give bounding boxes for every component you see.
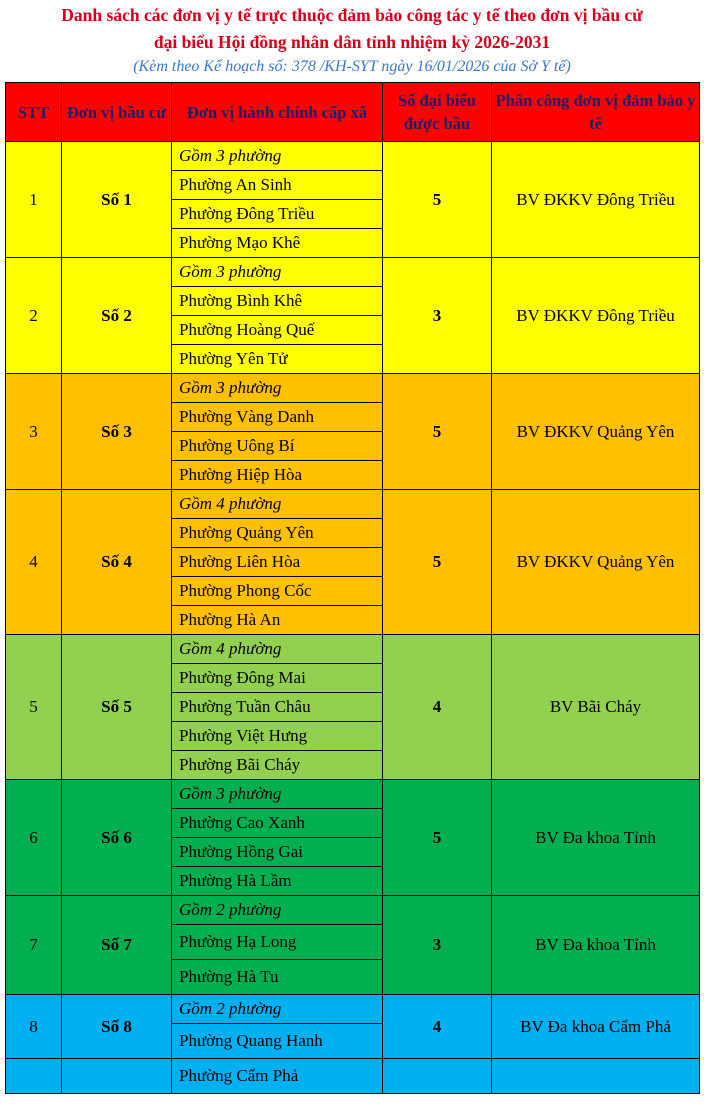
- ward-cell: Phường Hà Lầm: [172, 867, 383, 896]
- stt-cell: 8: [6, 995, 62, 1059]
- ward-cell: Phường Bình Khê: [172, 287, 383, 316]
- election-unit-cell: Số 5: [62, 635, 172, 780]
- ward-cell: Phường Bãi Cháy: [172, 751, 383, 780]
- stt-cell: 6: [6, 780, 62, 896]
- table-row: [6, 896, 700, 925]
- election-health-table: [5, 82, 700, 1094]
- delegates-cell: 3: [383, 896, 492, 995]
- table-row: [6, 1059, 700, 1094]
- ward-cell: Phường Liên Hòa: [172, 548, 383, 577]
- ward-group-cell: Gồm 2 phường: [172, 995, 383, 1024]
- header-delegates: Số đại biểu được bầu: [383, 83, 492, 142]
- ward-cell: Phường Hà An: [172, 606, 383, 635]
- ward-cell: Phường Cao Xanh: [172, 809, 383, 838]
- table-header-row: [6, 83, 700, 142]
- ward-cell: Phường Uông Bí: [172, 432, 383, 461]
- election-unit-cell: Số 8: [62, 995, 172, 1059]
- ward-cell: Phường Hiệp Hòa: [172, 461, 383, 490]
- stt-cell: 5: [6, 635, 62, 780]
- ward-cell: Phường Cẩm Phả: [172, 1059, 383, 1094]
- header-admin-unit: Đơn vị hành chính cấp xã: [172, 83, 383, 142]
- election-unit-cell: Số 2: [62, 258, 172, 374]
- stt-cell: 1: [6, 142, 62, 258]
- hospital-cell: BV Bãi Cháy: [492, 635, 700, 780]
- election-unit-cell: [62, 1059, 172, 1094]
- ward-cell: Phường Đông Triều: [172, 200, 383, 229]
- stt-cell: 2: [6, 258, 62, 374]
- election-unit-cell: Số 4: [62, 490, 172, 635]
- ward-cell: Phường Hà Tu: [172, 960, 383, 995]
- delegates-cell: 4: [383, 635, 492, 780]
- ward-cell: Phường An Sinh: [172, 171, 383, 200]
- ward-cell: Phường Việt Hưng: [172, 722, 383, 751]
- ward-cell: Phường Mạo Khê: [172, 229, 383, 258]
- hospital-cell: [492, 1059, 700, 1094]
- ward-cell: Phường Hoàng Quế: [172, 316, 383, 345]
- document-title-line-1: Danh sách các đơn vị y tế trực thuộc đảm bảo công tác y tế theo đơn vị bầu cử: [61, 5, 643, 25]
- ward-cell: Phường Yên Tử: [172, 345, 383, 374]
- table-row: [6, 490, 700, 519]
- hospital-cell: BV Đa khoa Tỉnh: [492, 896, 700, 995]
- ward-group-cell: Gồm 3 phường: [172, 374, 383, 403]
- table-row: [6, 142, 700, 171]
- hospital-cell: BV ĐKKV Quảng Yên: [492, 374, 700, 490]
- table-row: [6, 258, 700, 287]
- delegates-cell: 3: [383, 258, 492, 374]
- header-election-unit: Đơn vị bầu cử: [62, 83, 172, 142]
- document-subtitle: (Kèm theo Kế hoạch số: 378 /KH-SYT ngày 16/01/2026 của Sở Y tế): [133, 58, 571, 75]
- ward-group-cell: Gồm 4 phường: [172, 635, 383, 664]
- ward-group-cell: Gồm 3 phường: [172, 142, 383, 171]
- election-unit-cell: Số 1: [62, 142, 172, 258]
- hospital-cell: BV ĐKKV Đông Triều: [492, 142, 700, 258]
- ward-cell: Phường Tuần Châu: [172, 693, 383, 722]
- hospital-cell: BV Đa khoa Tỉnh: [492, 780, 700, 896]
- header-health-unit: Phân công đơn vị đảm bảo y tế: [492, 83, 700, 142]
- ward-cell: Phường Phong Cốc: [172, 577, 383, 606]
- delegates-cell: 4: [383, 995, 492, 1059]
- stt-cell: 3: [6, 374, 62, 490]
- delegates-cell: 5: [383, 374, 492, 490]
- ward-group-cell: Gồm 3 phường: [172, 258, 383, 287]
- delegates-cell: 5: [383, 142, 492, 258]
- table-row: [6, 780, 700, 809]
- ward-cell: Phường Hồng Gai: [172, 838, 383, 867]
- election-unit-cell: Số 7: [62, 896, 172, 995]
- election-unit-cell: Số 3: [62, 374, 172, 490]
- delegates-cell: 5: [383, 780, 492, 896]
- stt-cell: [6, 1059, 62, 1094]
- ward-group-cell: Gồm 3 phường: [172, 780, 383, 809]
- document-header: [0, 0, 704, 78]
- ward-group-cell: Gồm 4 phường: [172, 490, 383, 519]
- header-stt: STT: [6, 83, 62, 142]
- document-title-line-2: đại biểu Hội đồng nhân dân tỉnh nhiệm kỳ 2026-2031: [153, 32, 551, 52]
- ward-cell: Phường Quang Hanh: [172, 1024, 383, 1059]
- ward-group-cell: Gồm 2 phường: [172, 896, 383, 925]
- ward-cell: Phường Quảng Yên: [172, 519, 383, 548]
- delegates-cell: 5: [383, 490, 492, 635]
- table-row: [6, 374, 700, 403]
- table-row: [6, 995, 700, 1024]
- ward-cell: Phường Đông Mai: [172, 664, 383, 693]
- stt-cell: 4: [6, 490, 62, 635]
- table-row: [6, 635, 700, 664]
- delegates-cell: [383, 1059, 492, 1094]
- hospital-cell: BV ĐKKV Quảng Yên: [492, 490, 700, 635]
- election-unit-cell: Số 6: [62, 780, 172, 896]
- hospital-cell: BV ĐKKV Đông Triều: [492, 258, 700, 374]
- stt-cell: 7: [6, 896, 62, 995]
- hospital-cell: BV Đa khoa Cẩm Phả: [492, 995, 700, 1059]
- ward-cell: Phường Vàng Danh: [172, 403, 383, 432]
- ward-cell: Phường Hạ Long: [172, 925, 383, 960]
